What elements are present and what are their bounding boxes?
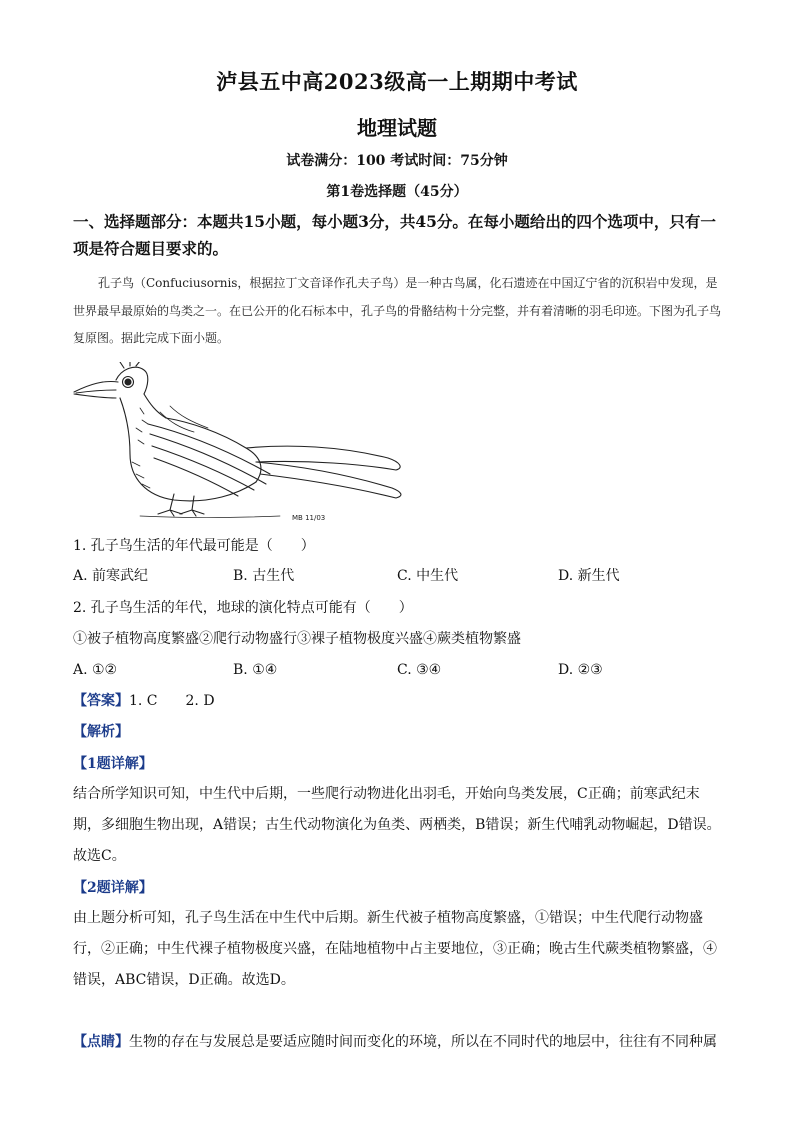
detail-1-label: 【1题详解】 <box>73 756 153 772</box>
detail-1-text: 结合所学知识可知，中生代中后期，一些爬行动物进化出羽毛，开始向鸟类发展，C正确；前寒武纪末期，多细胞生物出现，A错误；古生代动物演化为鱼类、两栖类，B错误；新生代哺乳动物崛起，D错误。故选C。 <box>73 786 721 864</box>
subject-title: 地理试题 <box>357 116 437 140</box>
detail-2-text: 由上题分析可知，孔子鸟生活在中生代中后期。新生代被子植物高度繁盛，①错误；中生代爬行动物盛行，②正确；中生代裸子植物极度兴盛，在陆地植物中占主要地位，③正确；晚古生代蕨类植物繁盛，④错误，ABC错误，D正确。故选D。 <box>73 910 717 988</box>
question-1-option-c[interactable]: C. 中生代 <box>397 568 459 584</box>
question-2-option-d[interactable]: D. ②③ <box>558 662 603 678</box>
analysis-label: 【解析】 <box>73 724 129 740</box>
question-2-statements: ①被子植物高度繁盛②爬行动物盛行③裸子植物极度兴盛④蕨类植物繁盛 <box>73 631 521 647</box>
section-instructions: 一、选择题部分：本题共15小题，每小题3分，共45分。在每小题给出的四个选项中，只有一项是符合题目要求的。 <box>73 212 716 258</box>
question-1-option-b[interactable]: B. 古生代 <box>233 568 295 584</box>
question-1-option-d[interactable]: D. 新生代 <box>558 568 620 584</box>
tip-label: 【点睛】 <box>73 1034 129 1050</box>
figure-signature: MB 11/03 <box>292 514 326 522</box>
answer-line <box>73 691 721 711</box>
question-2-stem: 2. 孔子鸟生活的年代，地球的演化特点可能有（ ） <box>73 600 413 616</box>
question-2-option-a[interactable]: A. ①② <box>73 662 118 678</box>
answer-label: 【答案】 <box>73 693 129 709</box>
tip-line <box>73 1027 721 1058</box>
exam-title: 泸县五中高2023级高一上期期中考试 <box>216 69 578 94</box>
question-2-option-b[interactable]: B. ①④ <box>233 662 278 678</box>
section-heading: 第1卷选择题（45分） <box>326 184 468 200</box>
answer-value: 1. C 2. D <box>129 693 215 709</box>
reading-passage: 孔子鸟（Confuciusornis，根据拉丁文音译作孔夫子鸟）是一种古鸟属，化石遗迹在中国辽宁省的沉积岩中发现，是世界最早最原始的鸟类之一。在已公开的化石标本中，孔子鸟的骨骼结构十分完整，并有着清晰的羽毛印迹。下图为孔子鸟复原图。据此完成下面小题。 <box>73 276 722 345</box>
figure-confuciusornis <box>70 362 410 524</box>
question-1-stem: 1. 孔子鸟生活的年代最可能是（ ） <box>73 538 315 554</box>
confuciusornis-illustration-icon <box>70 362 410 524</box>
question-2-option-c[interactable]: C. ③④ <box>397 662 442 678</box>
exam-info: 试卷满分：100 考试时间：75分钟 <box>286 153 508 169</box>
detail-2-label: 【2题详解】 <box>73 880 153 896</box>
tip-text: 生物的存在与发展总是要适应随时间而变化的环境，所以在不同时代的地层中，往往有不同种属 <box>129 1034 717 1050</box>
question-1-option-a[interactable]: A. 前寒武纪 <box>73 568 149 584</box>
